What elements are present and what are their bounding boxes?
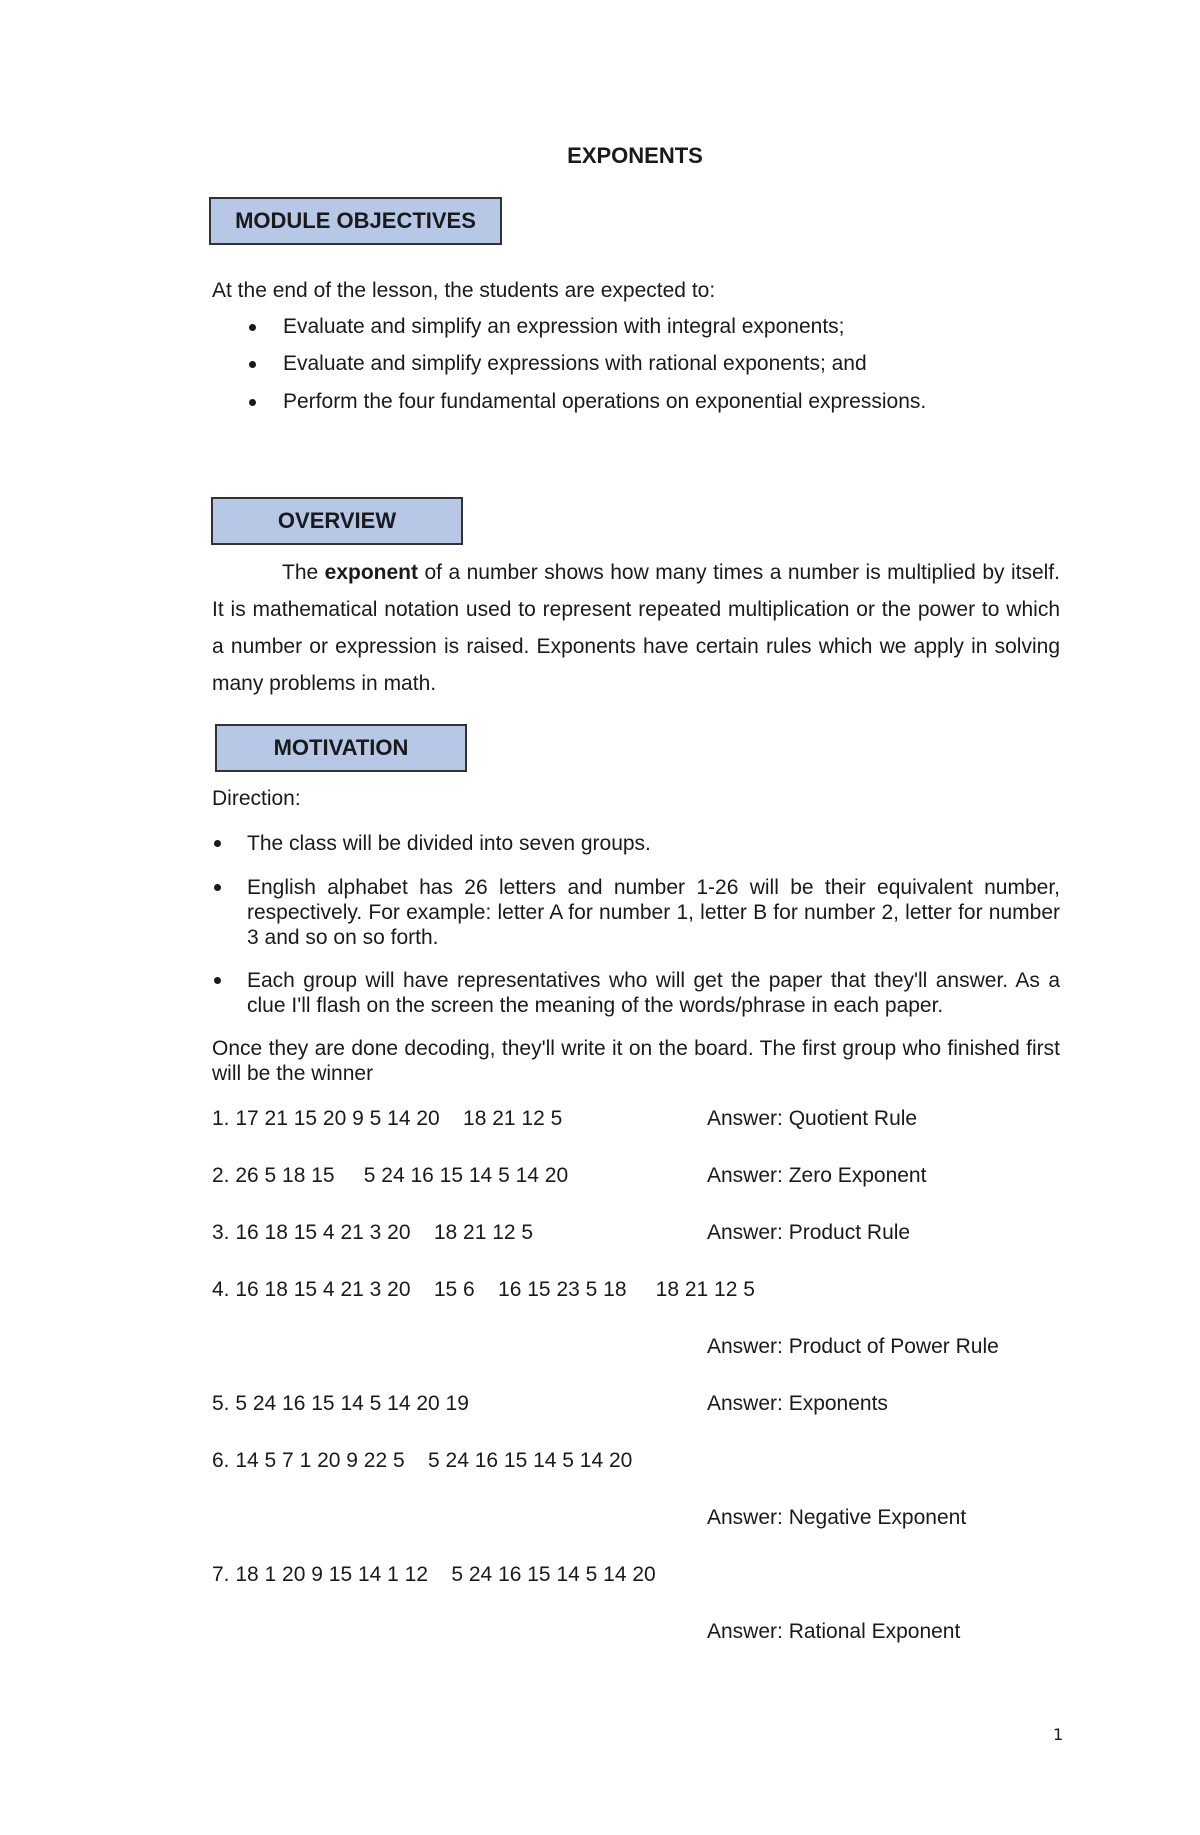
bullet-icon	[214, 884, 221, 891]
motivation-heading: MOTIVATION	[215, 724, 467, 772]
motivation-item: The class will be divided into seven groups.	[247, 832, 651, 855]
bullet-icon	[249, 361, 256, 368]
objective-item: Evaluate and simplify expressions with rational exponents; and	[283, 352, 867, 375]
puzzle-answer: Answer: Zero Exponent	[707, 1164, 927, 1187]
overview-heading: OVERVIEW	[211, 497, 463, 545]
puzzle-answer: Answer: Product Rule	[707, 1221, 911, 1244]
module-objectives-heading: MODULE OBJECTIVES	[209, 197, 502, 245]
page-title: EXPONENTS	[567, 143, 703, 168]
bullet-icon	[249, 324, 256, 331]
overview-text-start: The	[282, 561, 325, 584]
puzzle-code: 7. 18 1 20 9 15 14 1 12 5 24 16 15 14 5 14 20	[212, 1563, 656, 1586]
objectives-intro: At the end of the lesson, the students are expected to:	[212, 279, 716, 302]
motivation-item: Each group will have representatives who will get the paper that they'll answer. As a clue I'll flash on the screen the meaning of the words/phrase in each paper.	[247, 969, 1060, 1017]
bullet-icon	[214, 840, 221, 847]
overview-bold-term: exponent	[324, 561, 418, 584]
overview-paragraph	[212, 554, 1060, 702]
bullet-icon	[214, 977, 221, 984]
puzzle-code: 1. 17 21 15 20 9 5 14 20 18 21 12 5	[212, 1107, 563, 1130]
direction-label: Direction:	[212, 787, 301, 810]
overview-text-rest: of a number shows how many times a number is multiplied by itself. It is mathematical notation used to represent repeated multiplication or the power to which a number or expression is raised. Exponents have certain rules which we apply in solving many problems in math.	[212, 561, 1060, 695]
puzzle-code: 6. 14 5 7 1 20 9 22 5 5 24 16 15 14 5 14 20	[212, 1449, 633, 1472]
puzzle-code: 4. 16 18 15 4 21 3 20 15 6 16 15 23 5 18 18 21 12 5	[212, 1278, 755, 1301]
puzzle-answer: Answer: Negative Exponent	[707, 1506, 967, 1529]
motivation-item: English alphabet has 26 letters and number 1-26 will be their equivalent number, respectively. For example: letter A for number 1, letter B for number 2, letter for number 3 and so on so forth.	[247, 876, 1060, 949]
puzzle-answer: Answer: Rational Exponent	[707, 1620, 961, 1643]
puzzle-answer: Answer: Quotient Rule	[707, 1107, 918, 1130]
puzzle-code: 5. 5 24 16 15 14 5 14 20 19	[212, 1392, 469, 1415]
puzzle-answer: Answer: Product of Power Rule	[707, 1335, 999, 1358]
closing-paragraph: Once they are done decoding, they'll write it on the board. The first group who finished first will be the winner	[212, 1037, 1060, 1085]
puzzle-answer: Answer: Exponents	[707, 1392, 888, 1415]
puzzle-code: 2. 26 5 18 15 5 24 16 15 14 5 14 20	[212, 1164, 569, 1187]
puzzle-code: 3. 16 18 15 4 21 3 20 18 21 12 5	[212, 1221, 534, 1244]
objective-item: Evaluate and simplify an expression with integral exponents;	[283, 315, 845, 338]
objective-item: Perform the four fundamental operations on exponential expressions.	[283, 390, 927, 413]
page-number: 1	[1053, 1725, 1064, 1744]
bullet-icon	[249, 399, 256, 406]
